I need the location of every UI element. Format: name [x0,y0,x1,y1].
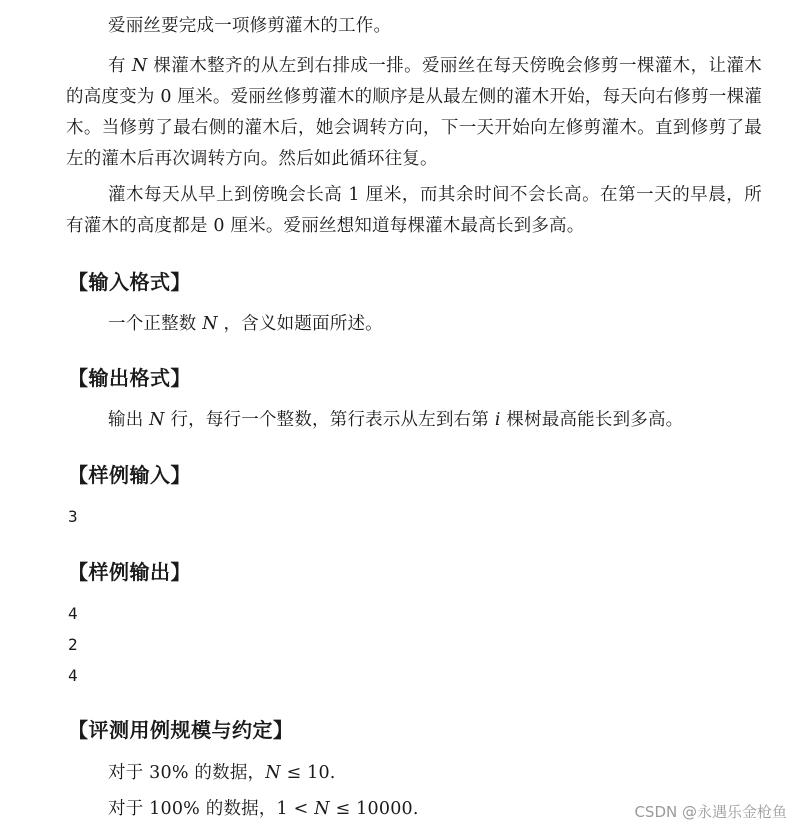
sample-output-line: 4 [68,604,78,623]
variable-n: N [149,410,165,430]
sample-output-heading: 【样例输出】 [68,560,191,584]
input-format-heading: 【输入格式】 [68,270,191,294]
problem-paragraph-2 [66,51,762,175]
constraints-heading: 【评测用例规模与约定】 [68,718,294,742]
constraint-line-2: 对于 100% 的数据，1 < N ≤ 10000. [108,799,419,819]
csdn-watermark: CSDN @永遇乐金枪鱼 [634,803,787,821]
output-format-text: 输出 N 行，每行一个整数，第行表示从左到右第 i 棵树最高能长到多高。 [108,410,684,430]
variable-n: N [131,56,148,76]
sample-input-heading: 【样例输入】 [68,463,191,487]
variable-i: i [494,410,501,430]
problem-text: 棵灌木整齐的从左到右排成一排。爱丽丝在每天傍晚会修剪一棵灌木，让灌木的高度变为 0 厘米。爱丽丝修剪灌木的顺序是从最左侧的灌木开始，每天向右修剪一棵灌木。当修剪了最右侧的灌木后，她会调转方向，下一天开始向左修剪灌木。直到修剪了最左的灌木后再次调转方向。然后如此循环往复。 [66,56,763,169]
sample-output-line: 2 [68,635,78,654]
problem-text: 爱丽丝要完成一项修剪灌木的工作。 [108,16,392,36]
variable-n: N [202,314,218,334]
input-format-text: 一个正整数 N ，含义如题面所述。 [108,314,383,334]
variable-n: N [314,799,330,819]
output-format-heading: 【输出格式】 [68,366,191,390]
variable-n: N [265,763,281,783]
problem-text: 有 [108,56,132,76]
constraint-line-1: 对于 30% 的数据，N ≤ 10. [108,763,336,783]
sample-input-line: 3 [68,507,78,526]
problem-paragraph-1 [66,11,762,42]
problem-text: 灌木每天从早上到傍晚会长高 1 厘米，而其余时间不会长高。在第一天的早晨，所有灌木的高度都是 0 厘米。爱丽丝想知道每棵灌木最高长到多高。 [66,185,762,236]
problem-paragraph-3 [66,180,762,242]
sample-output-line: 4 [68,666,78,685]
